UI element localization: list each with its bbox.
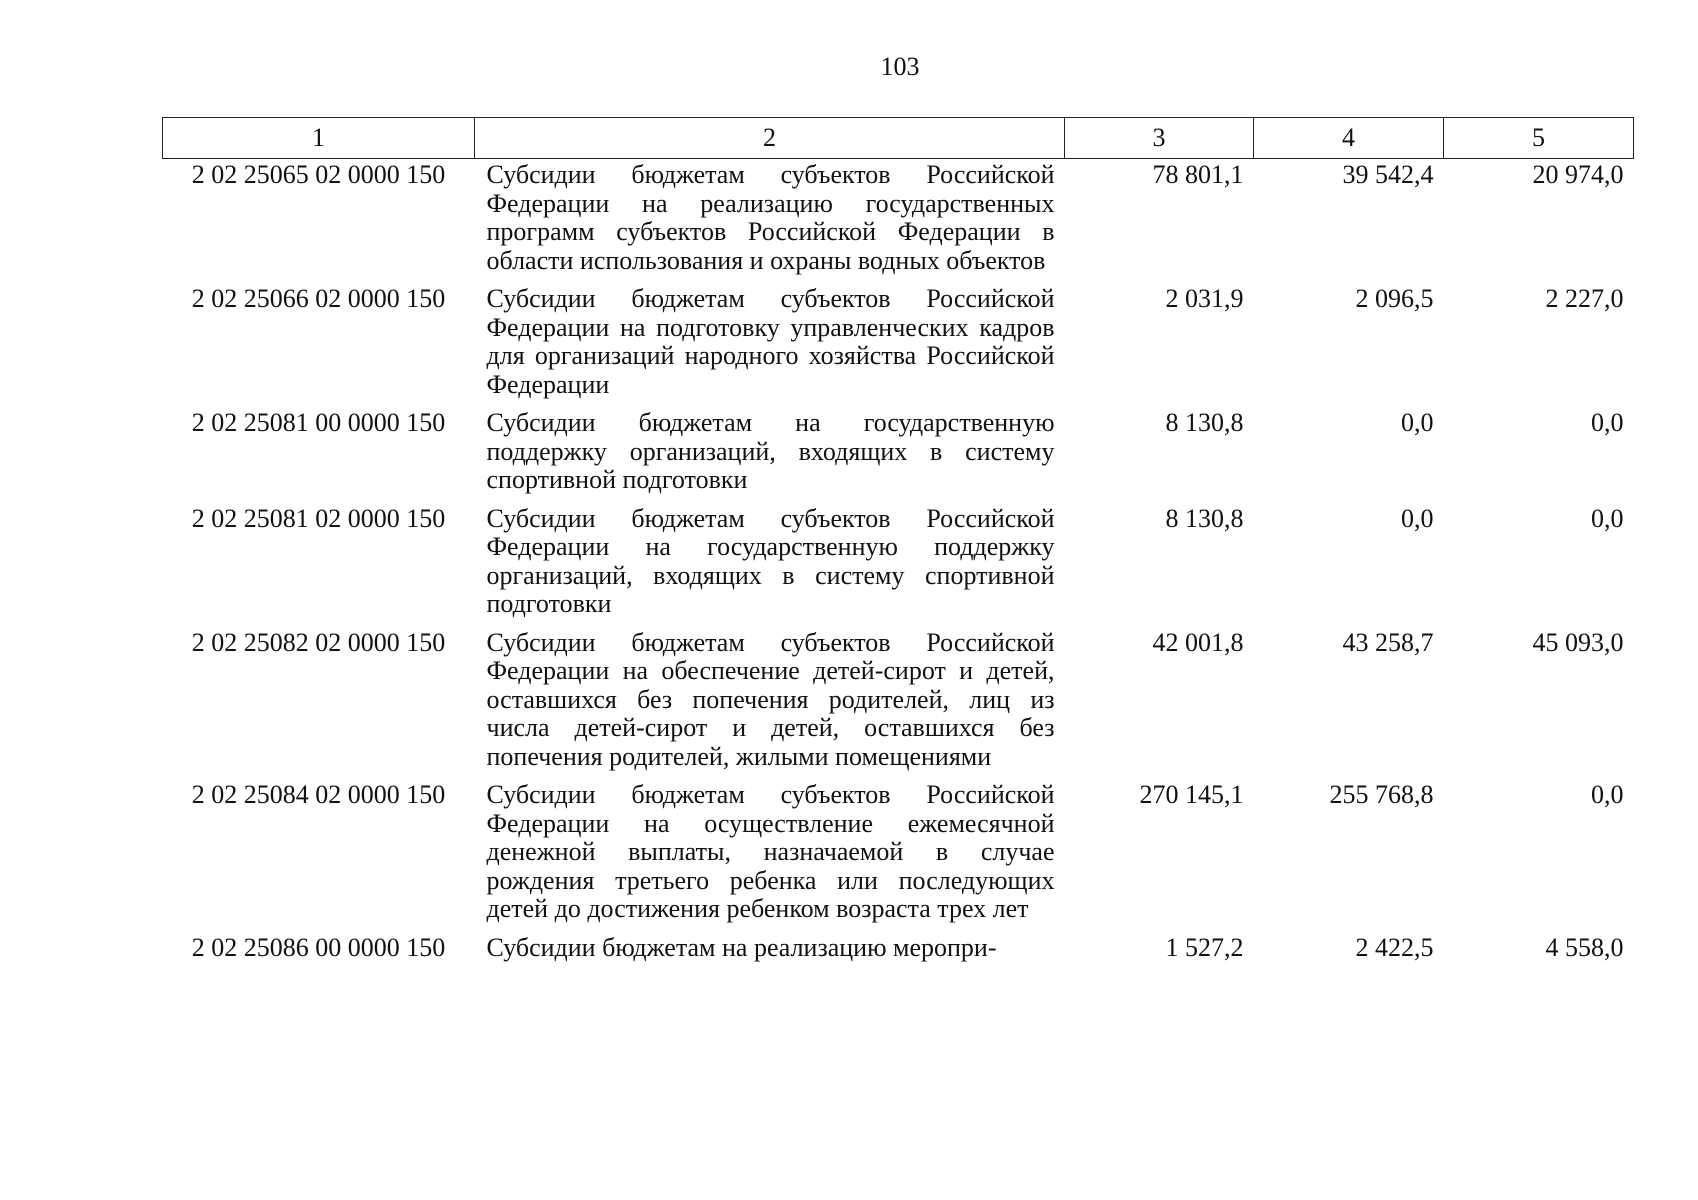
row-value-col4: 2 096,5 (1355, 284, 1434, 313)
row-value-col3: 42 001,8 (1152, 627, 1244, 657)
row-value-col4: 43 258,7 (1342, 627, 1434, 657)
row-value-col5: 0,0 (1591, 503, 1624, 533)
row-value-col3: 2 031,9 (1165, 284, 1244, 313)
header-col-3: 3 (1065, 118, 1254, 159)
table-row (163, 932, 1634, 971)
table-row (163, 779, 1634, 932)
header-col-1: 1 (163, 118, 475, 159)
row-description: Субсидии бюджетам субъектов Российской Федерации на государственную поддержку организаций, входящих в систему спортивной подготовки (486, 503, 1055, 618)
header-col-2: 2 (475, 118, 1065, 159)
row-code: 2 02 25081 02 0000 150 (191, 503, 446, 533)
row-code: 2 02 25086 00 0000 150 (191, 932, 446, 962)
row-value-col4: 2 422,5 (1355, 932, 1434, 962)
row-value-col5: 45 093,0 (1532, 627, 1624, 657)
table-row (163, 407, 1634, 503)
row-value-col4: 255 768,8 (1329, 780, 1434, 809)
header-col-5: 5 (1444, 118, 1634, 159)
table-row (163, 503, 1634, 627)
row-code: 2 02 25082 02 0000 150 (191, 627, 446, 657)
row-code: 2 02 25081 00 0000 150 (191, 408, 446, 437)
row-value-col5: 20 974,0 (1532, 160, 1624, 189)
table-row (163, 283, 1634, 407)
table-row (163, 627, 1634, 780)
budget-table-container (162, 117, 1633, 970)
table-header (163, 118, 1634, 159)
row-description: Субсидии бюджетам субъектов Российской Федерации на реализацию государственных программ субъектов Российской Федерации в области использования и охраны водных объектов (486, 160, 1055, 275)
budget-table (162, 117, 1634, 970)
row-value-col3: 78 801,1 (1152, 160, 1244, 189)
page-number: 103 (880, 52, 920, 81)
row-value-col5: 0,0 (1591, 408, 1624, 437)
row-value-col4: 0,0 (1401, 408, 1434, 437)
row-value-col3: 8 130,8 (1165, 503, 1244, 533)
row-code: 2 02 25084 02 0000 150 (191, 780, 446, 809)
row-description: Субсидии бюджетам на реализацию меропри- (486, 932, 997, 962)
row-description: Субсидии бюджетам субъектов Российской Федерации на осуществление ежемесячной денежной выплаты, назначаемой в случае рождения третьего ребенка или последующих детей до достижения ребенком возраста трех лет (486, 780, 1055, 923)
row-value-col3: 8 130,8 (1165, 408, 1244, 437)
row-value-col5: 4 558,0 (1545, 932, 1624, 962)
header-row (163, 118, 1634, 159)
row-value-col4: 39 542,4 (1342, 160, 1434, 189)
row-code: 2 02 25066 02 0000 150 (191, 284, 446, 313)
row-description: Субсидии бюджетам субъектов Российской Федерации на обеспечение детей-сирот и детей, оставшихся без попечения родителей, лиц из числа детей-сирот и детей, оставшихся без попечения родителей, жилыми помещениями (486, 627, 1055, 771)
row-value-col3: 1 527,2 (1165, 932, 1244, 962)
row-value-col4: 0,0 (1401, 503, 1434, 533)
row-description: Субсидии бюджетам субъектов Российской Федерации на подготовку управленческих кадров для организаций народного хозяйства Российской Федерации (486, 284, 1055, 399)
table-body (163, 159, 1634, 971)
row-code: 2 02 25065 02 0000 150 (191, 160, 446, 189)
row-description: Субсидии бюджетам на государственную поддержку организаций, входящих в систему спортивной подготовки (486, 408, 1055, 494)
table-row (163, 159, 1634, 284)
header-col-4: 4 (1254, 118, 1444, 159)
row-value-col5: 2 227,0 (1545, 284, 1624, 313)
row-value-col5: 0,0 (1591, 780, 1624, 809)
row-value-col3: 270 145,1 (1139, 780, 1244, 809)
